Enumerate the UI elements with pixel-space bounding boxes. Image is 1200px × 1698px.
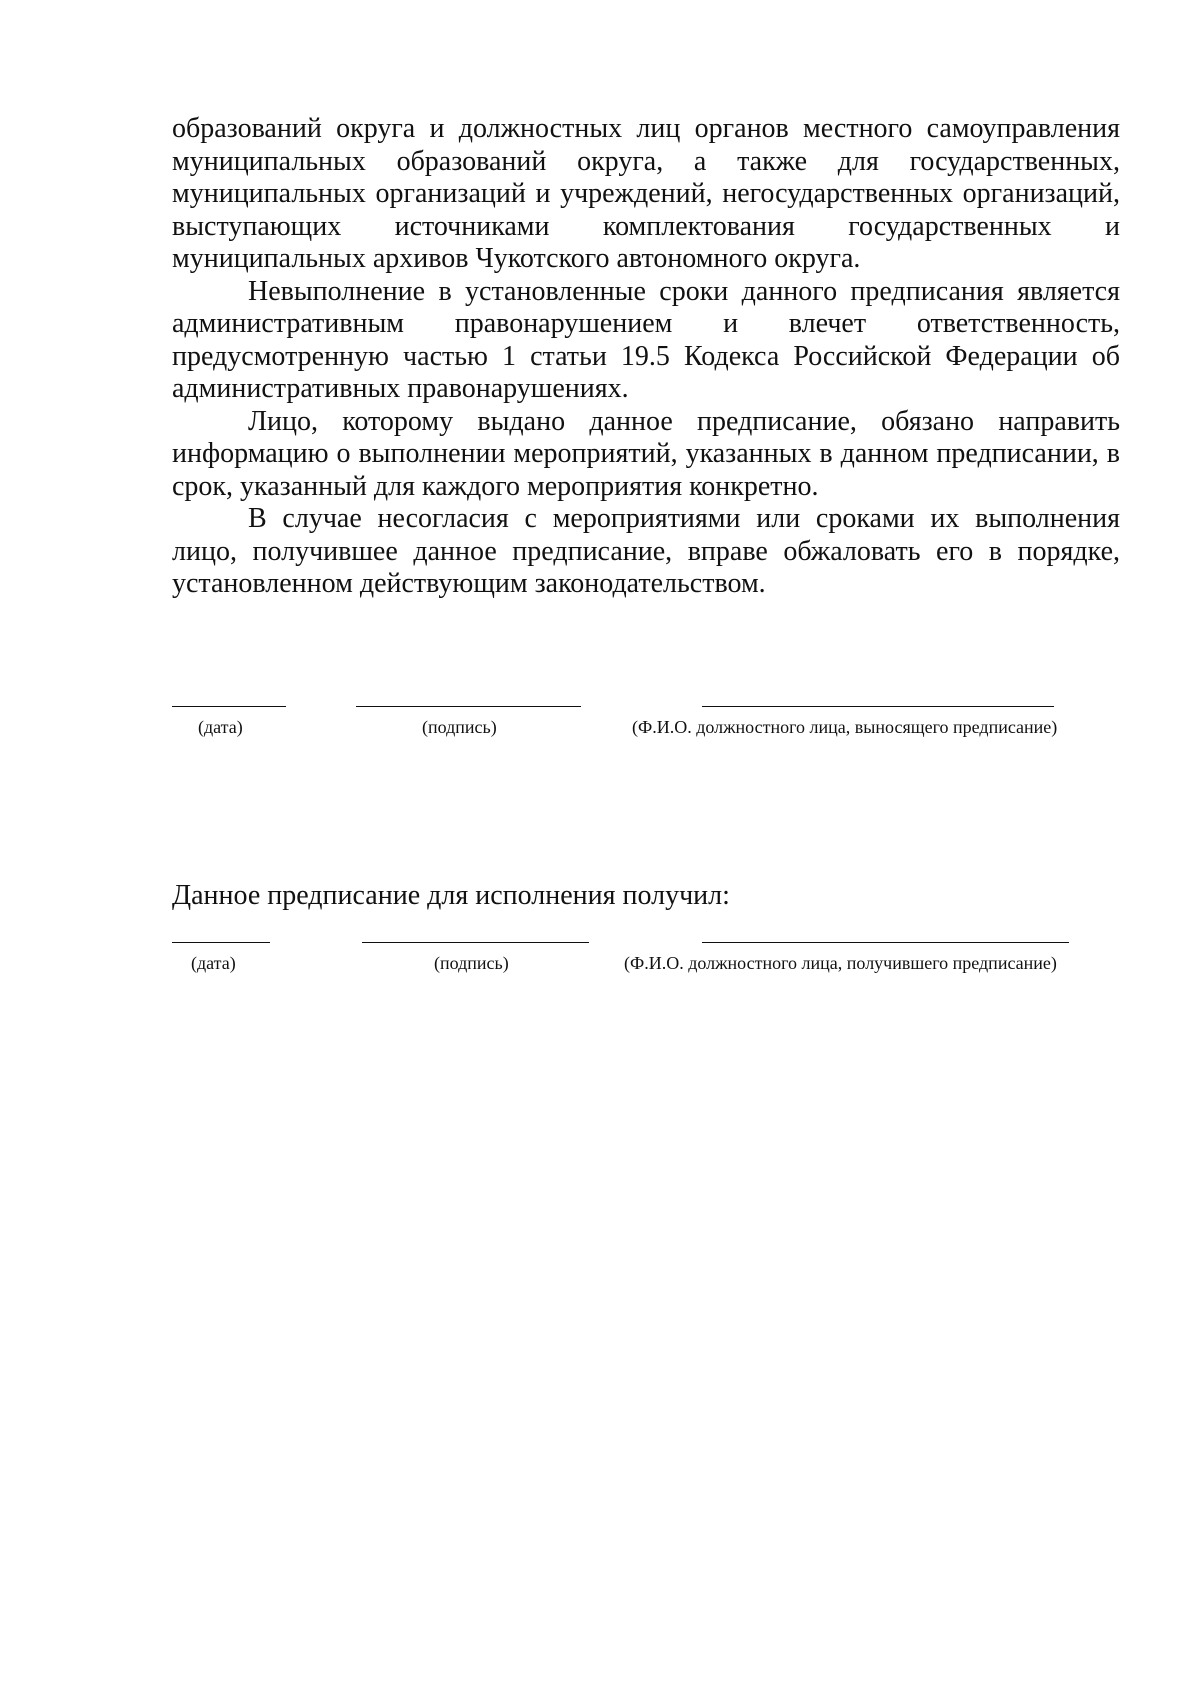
received-label: Данное предписание для исполнения получил: bbox=[172, 880, 730, 911]
recipient-name-line bbox=[702, 942, 1069, 943]
paragraph-continuation: образований округа и должностных лиц органов местного самоуправления муниципальных образований округа, а также для государственных, муниципальных организаций и учреждений, негосударственных организаций, выступающих источниками комплектования государственных и муниципальных архивов Чукотского автономного округа. bbox=[172, 113, 1120, 274]
paragraph-liability: Невыполнение в установленные сроки данного предписания является административным правонарушением и влечет ответственность, предусмотренную частью 1 статьи 19.5 Кодекса Российской Федерации об административных правонарушениях. bbox=[172, 275, 1120, 404]
issuer-date-caption: (дата) bbox=[198, 717, 243, 737]
paragraph-appeal-right: В случае несогласия с мероприятиями или сроками их выполнения лицо, получившее данное предписание, вправе обжаловать его в порядке, установленном действующим законодательством. bbox=[172, 503, 1120, 599]
recipient-date-line bbox=[172, 942, 270, 943]
issuer-signature-caption: (подпись) bbox=[422, 717, 497, 737]
document-body bbox=[172, 113, 1120, 601]
issuer-signature-line bbox=[356, 706, 581, 707]
paragraph-reporting-obligation: Лицо, которому выдано данное предписание, обязано направить информацию о выполнении мероприятий, указанных в данном предписании, в срок, указанный для каждого мероприятия конкретно. bbox=[172, 405, 1120, 502]
issuer-name-caption: (Ф.И.О. должностного лица, выносящего предписание) bbox=[632, 717, 1058, 737]
recipient-signature-line bbox=[362, 942, 589, 943]
issuer-date-line bbox=[172, 706, 286, 707]
issuer-name-line bbox=[702, 706, 1054, 707]
recipient-name-caption: (Ф.И.О. должностного лица, получившего предписание) bbox=[624, 953, 1057, 973]
recipient-signature-caption: (подпись) bbox=[434, 953, 509, 973]
recipient-date-caption: (дата) bbox=[191, 953, 236, 973]
